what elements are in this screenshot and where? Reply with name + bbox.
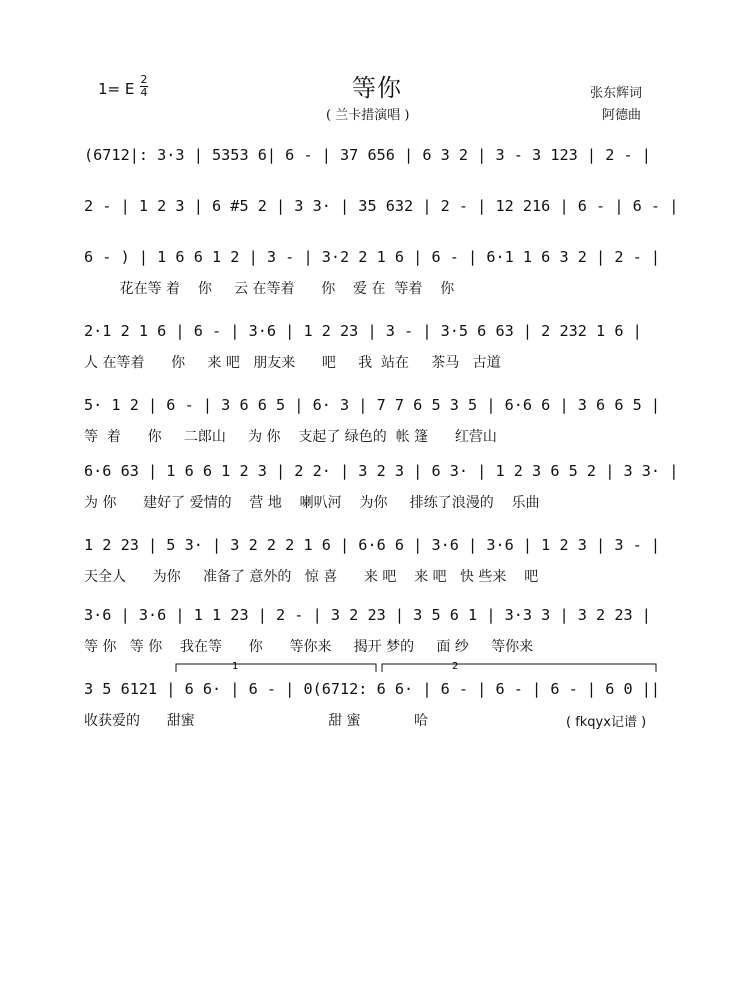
lyrics-line: 等 你 等 你 我在等 你 等你来 揭开 梦的 面 纱 等你来	[84, 639, 534, 655]
volta-number-2: 2	[452, 661, 459, 672]
transcriber-credit: ( fkqyx记谱 )	[566, 715, 647, 730]
lyrics-line: 人 在等着 你 来 吧 朋友来 吧 我 站在 茶马 古道	[84, 355, 501, 371]
meter-bottom: 4	[140, 86, 148, 99]
notes-line: 6 - ) | 1 6 6 1 2 | 3 - | 3·2 2 1 6 | 6 - | 6·1 1 6 3 2 | 2 - |	[84, 248, 661, 266]
notes-line: 2·1 2 1 6 | 6 - | 3·6 | 1 2 23 | 3 - | 3·5 6 63 | 2 232 1 6 |	[84, 322, 642, 340]
volta-bracket-2	[382, 661, 656, 672]
notes-line: 1 2 23 | 5 3· | 3 2 2 2 1 6 | 6·6 6 | 3·6 | 3·6 | 1 2 3 | 3 - |	[84, 536, 661, 554]
lyrics-line: 收获爱的 甜蜜 甜 蜜 哈	[84, 713, 429, 729]
composer-credit: 阿德曲	[602, 108, 642, 123]
lyricist-credit: 张东辉词	[590, 86, 643, 101]
notes-line: 5· 1 2 | 6 - | 3 6 6 5 | 6· 3 | 7 7 6 5 3 5 | 6·6 6 | 3 6 6 5 |	[84, 396, 661, 414]
notes-line: 3·6 | 3·6 | 1 1 23 | 2 - | 3 2 23 | 3 5 6 1 | 3·3 3 | 3 2 23 |	[84, 606, 651, 624]
song-title: 等你	[352, 74, 402, 102]
volta-number-1: 1	[232, 661, 239, 672]
volta-bracket-1	[176, 661, 376, 672]
notes-line: 2 - | 1 2 3 | 6 #5 2 | 3 3· | 35 632 | 2 - | 12 216 | 6 - | 6 - |	[84, 197, 679, 215]
lyrics-line: 等 着 你 二郎山 为 你 支起了 绿色的 帐 篷 红营山	[84, 429, 497, 445]
meter-top: 2	[140, 73, 148, 86]
singer-credit: ( 兰卡措演唱 )	[326, 108, 410, 123]
lyrics-line: 花在等 着 你 云 在等着 你 爱 在 等着 你	[84, 281, 455, 297]
notes-line: (6712|: 3·3 | 5353 6| 6 - | 37 656 | 6 3 2 | 3 - 3 123 | 2 - |	[84, 146, 651, 164]
key-signature: 1= E	[98, 80, 135, 98]
notes-line: 3 5 6121 | 6 6· | 6 - | 0(6712: 6 6· | 6 - | 6 - | 6 - | 6 0 ||	[84, 680, 661, 698]
lyrics-line: 为 你 建好了 爱情的 营 地 喇叭河 为你 排练了浪漫的 乐曲	[84, 495, 540, 511]
lyrics-line: 天全人 为你 准备了 意外的 惊 喜 来 吧 来 吧 快 些来 吧	[84, 569, 539, 585]
notes-line: 6·6 63 | 1 6 6 1 2 3 | 2 2· | 3 2 3 | 6 3· | 1 2 3 6 5 2 | 3 3· |	[84, 462, 679, 480]
